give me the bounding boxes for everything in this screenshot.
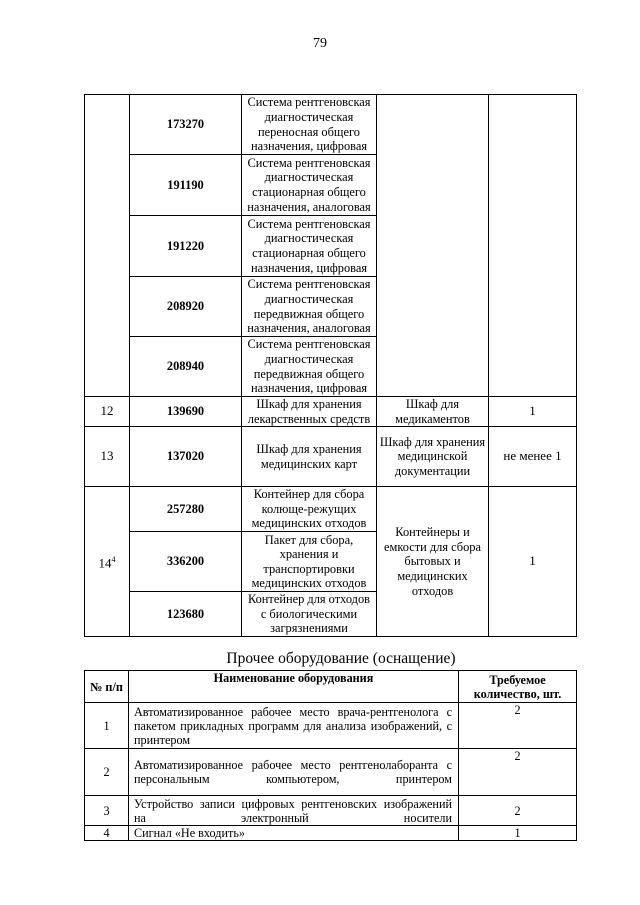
table-row — [85, 427, 577, 487]
equipment-name: Контейнер для отходов с биологическими загрязнениями — [242, 592, 377, 637]
quantity-cell — [489, 95, 577, 397]
section-title: Прочее оборудование (оснащение) — [226, 650, 456, 667]
row-number: 2 — [85, 749, 129, 796]
row-number: 3 — [85, 796, 129, 826]
footnote-mark: 4 — [111, 554, 116, 564]
header-quantity: Требуемое количество, шт. — [459, 671, 577, 703]
nomenclature-code: 336200 — [130, 532, 242, 592]
row-number — [85, 487, 130, 637]
equipment-name: Система рентгеновская диагностическая переносная общего назначения, цифровая — [242, 95, 377, 155]
nomenclature-code: 139690 — [130, 397, 242, 427]
row-number: 1 — [85, 703, 129, 749]
quantity: 1 — [489, 397, 577, 427]
quantity: не менее 1 — [489, 427, 577, 487]
table-row — [85, 749, 577, 796]
row-number: 13 — [85, 427, 130, 487]
row-number-value: 14 — [98, 555, 112, 571]
row-number: 12 — [85, 397, 130, 427]
nomenclature-code: 123680 — [130, 592, 242, 637]
equipment-type: Контейнеры и емкости для сбора бытовых и медицинских отходов — [377, 487, 489, 637]
equipment-name: Пакет для сбора, хранения и транспортировки медицинских отходов — [242, 532, 377, 592]
nomenclature-code: 191220 — [130, 216, 242, 277]
table-row — [85, 796, 577, 826]
row-number: 4 — [85, 826, 129, 841]
table-row — [85, 703, 577, 749]
table-row — [85, 95, 577, 155]
equipment-name: Шкаф для хранения медицинских карт — [242, 427, 377, 487]
nomenclature-code: 208940 — [130, 337, 242, 397]
quantity: 2 — [459, 749, 577, 796]
nomenclature-code: 257280 — [130, 487, 242, 532]
nomenclature-code: 173270 — [130, 95, 242, 155]
quantity: 2 — [459, 796, 577, 826]
equipment-name: Система рентгеновская диагностическая передвижная общего назначения, цифровая — [242, 337, 377, 397]
page-number: 79 — [313, 36, 327, 51]
table-row — [85, 397, 577, 427]
equipment-name: Система рентгеновская диагностическая стационарная общего назначения, аналоговая — [242, 155, 377, 216]
equipment-name: Контейнер для сбора колюще-режущих медицинских отходов — [242, 487, 377, 532]
table-row — [85, 826, 577, 841]
nomenclature-code: 137020 — [130, 427, 242, 487]
quantity: 2 — [459, 703, 577, 749]
equipment-name: Шкаф для хранения лекарственных средств — [242, 397, 377, 427]
header-equipment-name: Наименование оборудования — [129, 671, 459, 703]
quantity: 1 — [489, 487, 577, 637]
equipment-type: Шкаф для медикаментов — [377, 397, 489, 427]
equipment-name: Устройство записи цифровых рентгеновских изображений на электронный носители — [129, 796, 459, 826]
header-number: № п/п — [85, 671, 129, 703]
row-number-cell — [85, 95, 130, 397]
table-header-row — [85, 671, 577, 703]
equipment-name: Сигнал «Не входить» — [129, 826, 459, 841]
equipment-name: Автоматизированное рабочее место врача-рентгенолога с пакетом прикладных программ для анализа изображений, с принтером — [129, 703, 459, 749]
other-equipment-table — [84, 670, 577, 841]
equipment-name: Автоматизированное рабочее место рентгенолаборанта с персональным компьютером, принтером — [129, 749, 459, 796]
equipment-name: Система рентгеновская диагностическая передвижная общего назначения, аналоговая — [242, 277, 377, 337]
equipment-type-cell — [377, 95, 489, 397]
table-row — [85, 487, 577, 532]
equipment-table-continued — [84, 94, 577, 637]
nomenclature-code: 208920 — [130, 277, 242, 337]
equipment-type: Шкаф для хранения медицинской документации — [377, 427, 489, 487]
equipment-name: Система рентгеновская диагностическая стационарная общего назначения, цифровая — [242, 216, 377, 277]
quantity: 1 — [459, 826, 577, 841]
nomenclature-code: 191190 — [130, 155, 242, 216]
